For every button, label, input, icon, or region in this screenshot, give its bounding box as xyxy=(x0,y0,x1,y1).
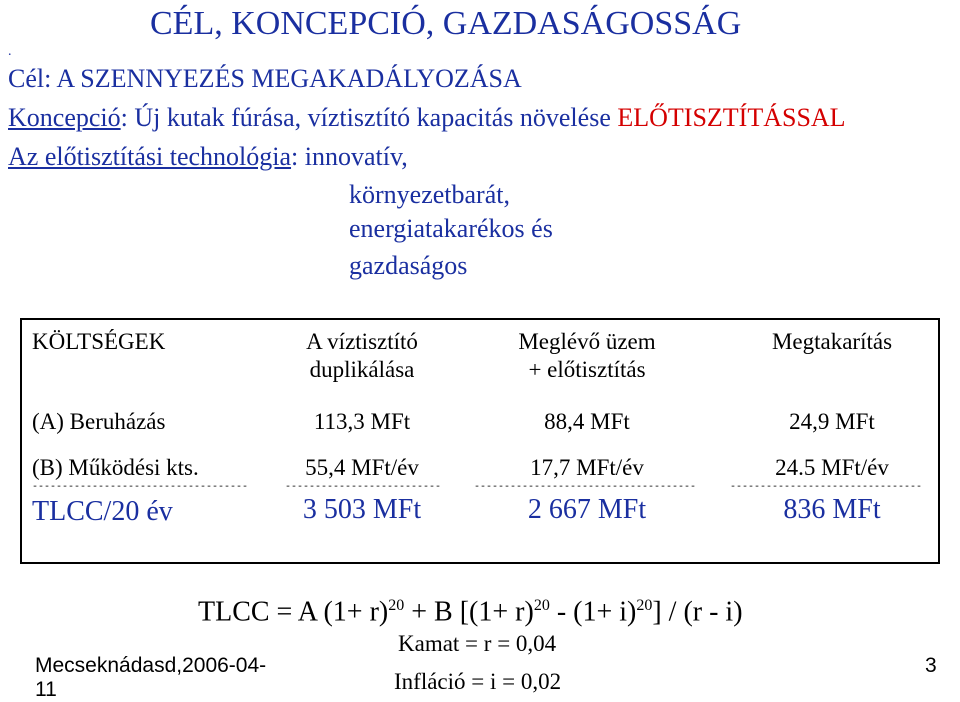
goal-text: A SZENNYEZÉS MEGAKADÁLYOZÁSA xyxy=(51,64,522,93)
bullet-dot: . xyxy=(8,44,12,59)
goal-line xyxy=(8,64,522,94)
divider-dashes: ------------------------------------- xyxy=(474,482,697,493)
header-existing-line1: Meglévő üzem xyxy=(518,329,656,354)
row-tlcc-col3: 836 MFt xyxy=(783,494,881,525)
header-existing-plant xyxy=(482,328,692,384)
technology-label: Az előtisztítási technológia xyxy=(8,142,292,171)
formula-part: - (1+ i) xyxy=(549,596,637,628)
page-number: 3 xyxy=(925,654,937,677)
footer-location-date xyxy=(35,654,266,702)
divider-dashes: -------------------------------- xyxy=(730,482,923,493)
header-duplication xyxy=(272,328,452,384)
formula-part: + B [(1+ r) xyxy=(404,596,534,628)
row-tlcc-label: TLCC/20 év xyxy=(32,496,173,527)
row-tlcc-col1: 3 503 MFt xyxy=(302,494,422,525)
row-tlcc-col2: 2 667 MFt xyxy=(527,494,647,525)
header-costs: KÖLTSÉGEK xyxy=(32,329,166,354)
divider-dashes: ------------------------------------ xyxy=(32,482,249,493)
header-duplication-line2: duplikálása xyxy=(309,357,415,382)
formula-exponent: 20 xyxy=(636,597,653,614)
row-operation-col2: 17,7 MFt/év xyxy=(530,455,644,480)
row-operation-col1: 55,4 MFt/év xyxy=(305,455,419,480)
interest-rate: Kamat = r = 0,04 xyxy=(398,631,557,656)
cost-table xyxy=(20,318,940,564)
row-investment-col2: 88,4 MFt xyxy=(544,409,630,434)
row-investment-label: (A) Beruházás xyxy=(32,409,166,434)
technology-item: energiatakarékos és xyxy=(349,214,553,243)
technology-item: gazdaságos xyxy=(349,251,468,280)
row-operation-label: (B) Működési kts. xyxy=(32,455,199,480)
header-savings: Megtakarítás xyxy=(771,329,893,354)
concept-text: : Új kutak fúrása, víztisztító kapacitás növelése xyxy=(120,103,618,132)
footer-location-line2: 11 xyxy=(35,678,57,701)
inflation-rate: Infláció = i = 0,02 xyxy=(394,669,562,694)
concept-highlight: ELŐTISZTÍTÁSSAL xyxy=(617,103,846,132)
formula-part: ] / (r - i) xyxy=(652,596,743,628)
technology-line xyxy=(8,142,408,172)
row-investment-col3: 24,9 MFt xyxy=(789,409,875,434)
formula-exponent: 20 xyxy=(388,597,405,614)
technology-first: : innovatív, xyxy=(291,142,408,171)
row-investment-col1: 113,3 MFt xyxy=(313,409,411,434)
concept-label: Koncepció xyxy=(8,103,121,132)
technology-item: környezetbarát, xyxy=(349,180,510,209)
page-title: CÉL, KONCEPCIÓ, GAZDASÁGOSSÁG xyxy=(150,5,742,42)
divider-dashes: -------------------------- xyxy=(285,482,442,493)
header-duplication-line1: A víztisztító xyxy=(306,329,418,354)
formula-exponent: 20 xyxy=(533,597,550,614)
row-operation-col3: 24.5 MFt/év xyxy=(775,455,889,480)
concept-line xyxy=(8,103,846,133)
goal-label: Cél: xyxy=(8,64,52,93)
formula-part: TLCC = A (1+ r) xyxy=(198,596,389,628)
tlcc-formula xyxy=(198,590,743,628)
footer-location-line1: Mecseknádasd,2006-04- xyxy=(35,654,267,677)
header-existing-line2: + előtisztítás xyxy=(528,357,646,382)
